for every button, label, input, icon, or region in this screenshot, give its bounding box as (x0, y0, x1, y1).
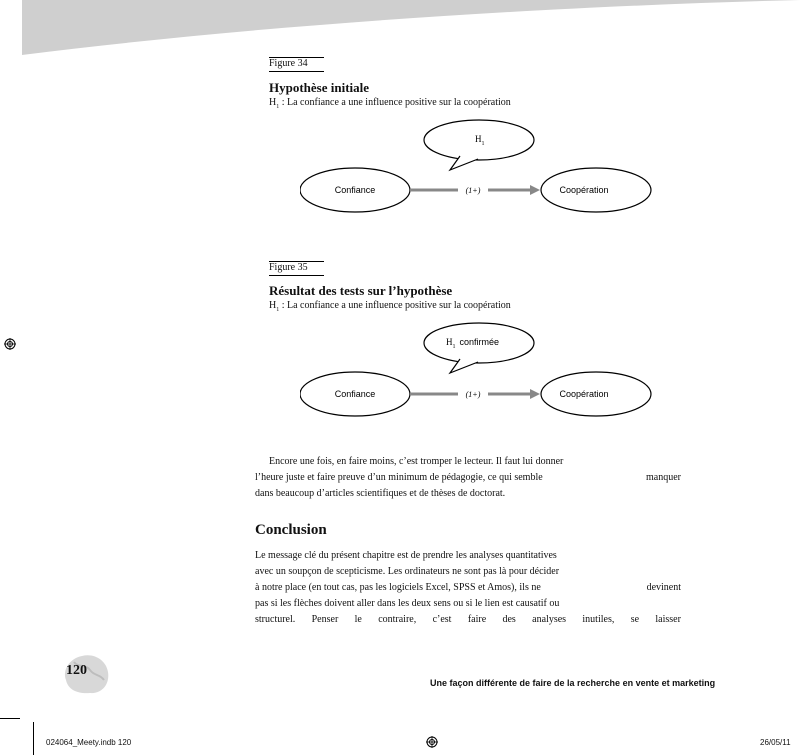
conclusion-line-2: avec un soupçon de scepticisme. Les ordinateurs ne sont pas là pour décider (255, 566, 560, 577)
cooperation-label: Coopération (559, 389, 609, 399)
figure-34-title: Hypothèse initiale (269, 80, 370, 95)
figure-35-diagram (300, 321, 660, 421)
cooperation-label: Coopération (559, 185, 609, 195)
book-title-footer: Une façon différente de faire de la recherche en vente et marketing (430, 678, 716, 688)
arrow-head (530, 185, 540, 195)
figure-35-label: Figure 35 (269, 261, 324, 276)
figure-34-hypothesis: $H_1$ : La confiance a une influence positive sur la coopération (269, 97, 511, 110)
conclusion-heading: Conclusion (255, 522, 327, 538)
registration-mark-icon (4, 338, 16, 350)
figure-35-hypothesis: $H_1$ : La confiance a une influence positive sur la coopération (269, 300, 511, 313)
callout-text: $H_1$ (475, 134, 485, 147)
hypothesis-callout (424, 120, 534, 170)
figure-34-diagram (300, 118, 660, 218)
crop-mark (33, 722, 34, 755)
conclusion-line-4: pas si les flèches doivent aller dans les deux sens ou si le lien est causatif ou (255, 598, 560, 609)
figure-35-title: Résultat des tests sur l’hypothèse (269, 283, 453, 298)
confiance-label: Confiance (334, 389, 376, 399)
paragraph-line-1: Encore une fois, en faire moins, c’est tromper le lecteur. Il faut lui donner (269, 456, 564, 467)
conclusion-line-3: à notre place (en tout cas, pas les logiciels Excel, SPSS et Amos), ils ne devinent (255, 582, 681, 593)
paragraph-line-2: l’heure juste et faire preuve d’un minimum de pédagogie, ce qui semble manquer (255, 472, 681, 483)
registration-mark-icon (426, 736, 438, 748)
confiance-label: Confiance (334, 185, 376, 195)
arrow-head (530, 389, 540, 399)
conclusion-line-5: structurel. Penser le contraire, c’est faire des analyses inutiles, se laisser (255, 614, 681, 625)
header-band (0, 0, 800, 60)
conclusion-line-1: Le message clé du présent chapitre est de prendre les analyses quantitatives (255, 550, 557, 561)
crop-mark (0, 718, 20, 719)
callout-text: $H_1$ confirmée (446, 337, 500, 350)
arrow-label: (1+) (465, 186, 481, 195)
paragraph-line-3: dans beaucoup d’articles scientifiques et de thèses de doctorat. (255, 488, 506, 499)
hypothesis-callout-confirmed (424, 323, 534, 373)
arrow-label: (1+) (465, 390, 481, 399)
page-number: 120 (66, 663, 87, 678)
slug-date: 26/05/11 (760, 738, 791, 747)
slug-file-info: 024064_Meety.indb 120 (46, 738, 132, 747)
figure-34-label: Figure 34 (269, 57, 324, 72)
